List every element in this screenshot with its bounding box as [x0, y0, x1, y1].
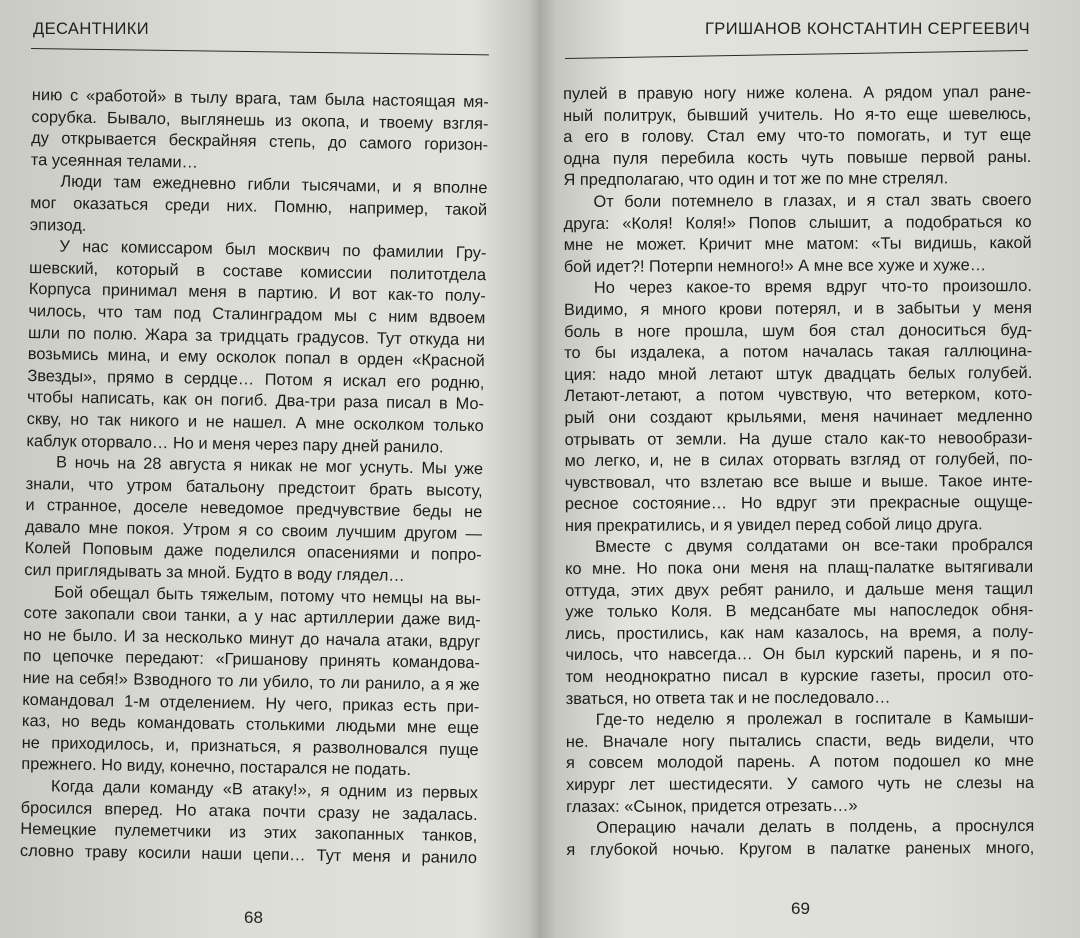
text-line: Бой обещал быть тяжелым, потому что немцы на вы-	[53, 583, 482, 608]
text-line: Где-то неделю я пролежал в госпитале в Камыши-	[595, 709, 1034, 730]
text-line: бой идет?! Потерпи немного!» А мне все хуже и хуже…	[563, 255, 987, 276]
text-line: каблук оторвало… Но и меня через пару дней ранило.	[26, 431, 444, 457]
text-line: сорубка. Бывало, выглянешь из окопа, и твоему взгля-	[31, 107, 489, 133]
text-line: уже только Коля. В медсанбате мы напоследок обня-	[565, 601, 1034, 622]
text-line: сил приглядывать за мной. Будто в воду глядел…	[24, 561, 405, 585]
page-number-left: 68	[244, 908, 263, 927]
text-line: эпизод.	[29, 215, 87, 235]
text-line: я глубокой ночью. Кругом в палатке раненых много,	[566, 838, 1035, 859]
text-line: и странное, доселе неведомое предчувствие беды не	[25, 496, 483, 522]
text-line: зваться, но ответа так и не последовало…	[565, 688, 891, 708]
text-line: От боли потемнело в глазах, и я стал звать своего	[593, 190, 1032, 211]
text-line: Летают-летают, а потом чувствую, что ветерком, кото-	[564, 385, 1033, 406]
text-line: Операцию начали делать в полдень, а проснулся	[596, 817, 1035, 838]
text-line: Корпуса принимал меня в партию. И вот как-то полу-	[28, 280, 486, 306]
text-line: ресное состояние… Но вдруг эти прекрасные ощуще-	[564, 493, 1033, 514]
text-line: мо легко, и, не в силах оторвать взгляд от голубей, по-	[564, 450, 1033, 471]
text-line: Вместе с двумя солдатами он все-таки пробрался	[594, 536, 1034, 557]
right-page-text	[563, 82, 1034, 861]
text-line: Я предполагаю, что один и тот же по мне стрелял.	[563, 169, 949, 190]
text-line: ния прекратились, и я увидел перед собой лицо друга.	[564, 515, 983, 535]
text-line: ный политрук, бывший учитель. Но я-то еще шевелюсь,	[563, 104, 1032, 125]
text-line: то бы издалека, а потом началась такая галлюцина-	[564, 342, 1033, 363]
text-line: рый они создают крыльями, меня начинает медленно	[564, 406, 1033, 427]
text-line: чтобы написать, как он погиб. Два-три раза писал в Мо-	[26, 388, 485, 414]
text-line: хирург лет шестидесяти. У самого чуть не слезы на	[566, 773, 1035, 794]
text-line: не. Вначале ногу пытались спасти, ведь видели, что	[565, 730, 1034, 751]
text-line: но не было. И за несколько минут до начала атаки, вдруг	[23, 625, 481, 651]
text-line: ция: надо мной летают штук двадцать белых голубей.	[564, 363, 1033, 384]
text-line: скву, но так никого и не нашел. А мне осколком только	[26, 409, 484, 436]
left-page	[0, 0, 520, 938]
text-line: возьмись мина, и ему осколок попал в орден «Красной	[27, 345, 485, 371]
text-line: том неоднократно писал в курские газеты, просил ото-	[565, 665, 1034, 687]
text-line: друга: «Коля! Коля!» Попов слышит, а подобраться ко	[563, 212, 1032, 233]
running-head-right: ГРИШАНОВ КОНСТАНТИН СЕРГЕЕВИЧ	[704, 20, 1030, 38]
text-line: словно траву косили наши цепи… Тут меня и ранило	[19, 841, 478, 867]
page-number-right: 69	[791, 899, 810, 918]
text-line: командовал 1-м отделением. Ну чего, приказ есть при-	[22, 690, 480, 716]
text-line: шли по полю. Жара за тридцать градусов. Тут откуда ни	[27, 323, 486, 349]
text-line: каз, но ведь командовать столькими людьми мне еще	[21, 712, 480, 738]
text-line: чувствовал, что взлетаю все выше и выше. Такое инте-	[564, 471, 1033, 492]
text-line: одна пуля перебила кость чуть повыше первой раны.	[563, 147, 1032, 168]
text-line: знали, что утром батальону предстоит брать высоту,	[25, 474, 483, 500]
header-rule-left	[31, 48, 489, 55]
text-line: мне не может. Кричит мне матом: «Ты видишь, какой	[563, 234, 1032, 255]
text-line: Когда дали команду «В атаку!», я одним из первых	[50, 777, 479, 803]
text-line: Люди там ежедневно гибли тысячами, и я вполне	[60, 172, 488, 198]
text-line: чилось, что там под Сталинградом мы с ним вдвоем	[28, 301, 486, 328]
text-line: Колей Поповым даже поделился опасениями и попро-	[24, 539, 482, 565]
running-head-left: ДЕСАНТНИКИ	[33, 20, 149, 38]
text-line: нию с «работой» в тылу врага, там была настоящая мя-	[31, 85, 489, 112]
text-line: лись, простились, как нам казалось, на время, а полу-	[565, 622, 1034, 643]
text-line: ду открывается бескрайняя степь, до самого горизон-	[31, 129, 489, 155]
text-line: не приходилось, и, признаться, я разволновался пуще	[21, 733, 479, 759]
text-line: та усеянная телами…	[30, 150, 199, 172]
text-line: по цепочке передают: «Гришанову принять командова-	[22, 647, 481, 673]
text-line: Видимо, я много крови потерял, и в забытьи у меня	[563, 298, 1033, 319]
text-line: Но через какое-то время вдруг что-то произошло.	[593, 277, 1032, 298]
text-line: У нас комиссаром был москвич по фамилии Гру-	[59, 237, 487, 263]
text-line: я совсем молодой парень. А потом подошел ко мне	[565, 752, 1034, 773]
text-line: а его в голову. Стал ему что-то помогать, и тут еще	[563, 126, 1032, 147]
text-line: Немецкие пулеметчики из этих закопанных танков,	[20, 820, 478, 846]
text-line: оттуда, этих двух ребят ранило, и дальше меня тащил	[565, 579, 1034, 600]
text-line: глазах: «Сынок, придется отрезать…»	[566, 796, 858, 816]
text-line: соте закопали свои танки, а у нас артиллерии даже вид-	[23, 604, 481, 630]
text-line: боль в ноге прошла, шум боя стал доноситься буд-	[564, 320, 1033, 341]
text-line: В ночь на 28 августа я никак не мог уснуть. Мы уже	[55, 453, 484, 479]
text-line: ко мне. Но пока они меня на плащ-палатке вытягивали	[565, 558, 1034, 579]
left-page-text	[20, 85, 489, 869]
text-line: Звезды», прямо в сердце… Потом я искал его родню,	[27, 366, 485, 392]
text-line: прежнего. Но виду, конечно, постарался не подать.	[21, 755, 412, 780]
text-line: шевский, который в составе комиссии политотдела	[28, 258, 487, 284]
header-rule-right	[565, 50, 1028, 59]
text-line: мог оказаться среди них. Помню, например, такой	[30, 193, 488, 220]
text-line: чилось, что навсегда… Он был курский парень, и я по-	[565, 644, 1034, 665]
text-line: ние на себя!» Взводного то ли убило, то ли ранило, а я же	[22, 668, 480, 695]
text-line: бросился вперед. Но атака почти сразу не задалась.	[20, 798, 478, 824]
text-line: давало мне покоя. Утром я со своим лучшим другом —	[24, 517, 483, 543]
text-line: отрывать от земли. На душе стало как-то невообрази-	[564, 428, 1033, 449]
text-line: пулей в правую ногу ниже колена. А рядом упал ране-	[563, 82, 1032, 103]
right-page	[545, 0, 1080, 938]
